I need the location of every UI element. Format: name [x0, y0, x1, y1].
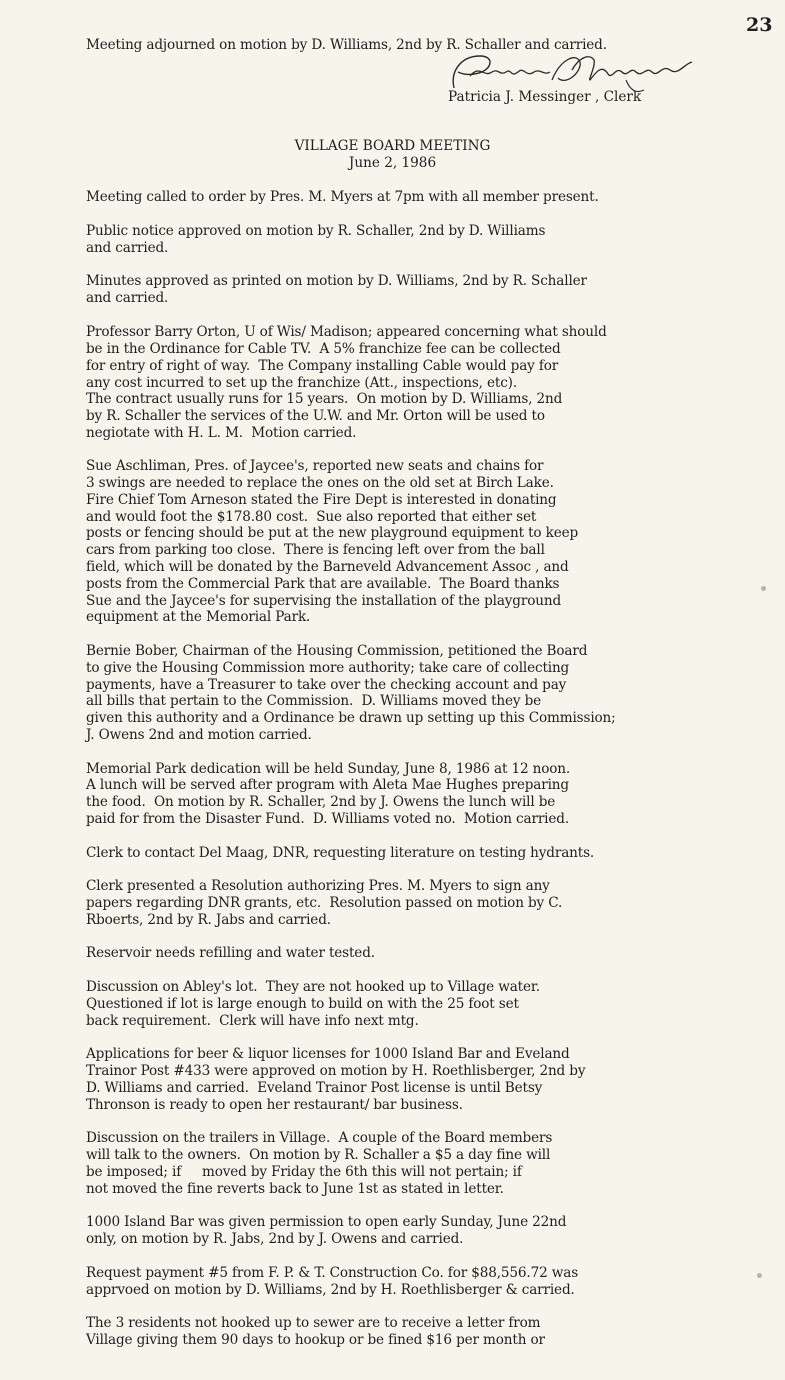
text-line: Public notice approved on motion by R. Schaller, 2nd by D. Williams	[86, 223, 546, 239]
text-line: The 3 residents not hooked up to sewer are to receive a letter from	[86, 1315, 541, 1331]
text-line: Clerk presented a Resolution authorizing Pres. M. Myers to sign any	[86, 878, 550, 894]
text-line: be in the Ordinance for Cable TV. A 5% franchize fee can be collected	[86, 341, 561, 357]
text-line: not moved the fine reverts back to June 1st as stated in letter.	[86, 1181, 504, 1197]
text-line: Minutes approved as printed on motion by D. Williams, 2nd by R. Schaller	[86, 273, 587, 289]
paper-speck	[757, 1273, 762, 1278]
text-line: for entry of right of way. The Company installing Cable would pay for	[86, 358, 559, 374]
text-line: Fire Chief Tom Arneson stated the Fire Dept is interested in donating	[86, 492, 557, 508]
text-line: Memorial Park dedication will be held Sunday, June 8, 1986 at 12 noon.	[86, 761, 571, 777]
meeting-title: VILLAGE BOARD MEETING	[294, 138, 491, 154]
text-line: Reservoir needs refilling and water tested.	[86, 945, 375, 961]
text-line: 1000 Island Bar was given permission to open early Sunday, June 22nd	[86, 1214, 567, 1230]
text-line: posts or fencing should be put at the new playground equipment to keep	[86, 525, 579, 541]
text-line: The contract usually runs for 15 years. On motion by D. Williams, 2nd	[86, 391, 563, 407]
text-line: Trainor Post #433 were approved on motion by H. Roethlisberger, 2nd by	[86, 1063, 586, 1079]
text-line: Rboerts, 2nd by R. Jabs and carried.	[86, 912, 331, 928]
text-line: the food. On motion by R. Schaller, 2nd by J. Owens the lunch will be	[86, 794, 556, 810]
text-line: only, on motion by R. Jabs, 2nd by J. Owens and carried.	[86, 1231, 464, 1247]
text-line: field, which will be donated by the Barneveld Advancement Assoc , and	[86, 559, 569, 575]
text-line: papers regarding DNR grants, etc. Resolution passed on motion by C.	[86, 895, 563, 911]
text-line: cars from parking too close. There is fencing left over from the ball	[86, 542, 545, 558]
text-line: Professor Barry Orton, U of Wis/ Madison; appeared concerning what should	[86, 324, 607, 340]
text-line: posts from the Commercial Park that are available. The Board thanks	[86, 576, 560, 592]
text-line: payments, have a Treasurer to take over the checking account and pay	[86, 677, 567, 693]
text-line: Applications for beer & liquor licenses for 1000 Island Bar and Eveland	[86, 1046, 570, 1062]
text-line: and carried.	[86, 290, 169, 306]
text-line: Sue and the Jaycee's for supervising the installation of the playground	[86, 593, 562, 609]
text-line: Meeting called to order by Pres. M. Myers at 7pm with all member present.	[86, 189, 599, 205]
text-line: be imposed; if moved by Friday the 6th this will not pertain; if	[86, 1164, 522, 1180]
text-line: Sue Aschliman, Pres. of Jaycee's, reported new seats and chains for	[86, 458, 544, 474]
text-line: D. Williams and carried. Eveland Trainor Post license is until Betsy	[86, 1080, 543, 1096]
text-line: negiotate with H. L. M. Motion carried.	[86, 425, 357, 441]
text-line: to give the Housing Commission more authority; take care of collecting	[86, 660, 570, 676]
text-line: Request payment #5 from F. P. & T. Construction Co. for $88,556.72 was	[86, 1265, 579, 1281]
text-line: and carried.	[86, 240, 169, 256]
adjournment-line: Meeting adjourned on motion by D. Williams, 2nd by R. Schaller and carried.	[86, 37, 607, 53]
page-number: 23	[746, 14, 773, 36]
text-line: any cost incurred to set up the franchize (Att., inspections, etc).	[86, 375, 517, 391]
text-line: Discussion on the trailers in Village. A couple of the Board members	[86, 1130, 553, 1146]
text-line: back requirement. Clerk will have info next mtg.	[86, 1013, 419, 1029]
text-line: Questioned if lot is large enough to build on with the 25 foot set	[86, 996, 519, 1012]
text-line: given this authority and a Ordinance be drawn up setting up this Commission;	[86, 710, 616, 726]
meeting-date: June 2, 1986	[348, 155, 437, 171]
signature-line: Patricia J. Messinger , Clerk	[448, 89, 642, 105]
text-line: equipment at the Memorial Park.	[86, 609, 311, 625]
text-line: Bernie Bober, Chairman of the Housing Commission, petitioned the Board	[86, 643, 588, 659]
text-line: by R. Schaller the services of the U.W. and Mr. Orton will be used to	[86, 408, 545, 424]
text-line: J. Owens 2nd and motion carried.	[86, 727, 312, 743]
text-line: Discussion on Abley's lot. They are not hooked up to Village water.	[86, 979, 540, 995]
text-line: 3 swings are needed to replace the ones on the old set at Birch Lake.	[86, 475, 554, 491]
text-line: all bills that pertain to the Commission. D. Williams moved they be	[86, 693, 542, 709]
text-line: and would foot the $178.80 cost. Sue also reported that either set	[86, 509, 537, 525]
text-line: will talk to the owners. On motion by R. Schaller a $5 a day fine will	[86, 1147, 551, 1163]
paper-speck	[761, 586, 766, 591]
text-line: A lunch will be served after program with Aleta Mae Hughes preparing	[86, 777, 569, 793]
text-line: Thronson is ready to open her restaurant/ bar business.	[86, 1097, 463, 1113]
text-line: paid for from the Disaster Fund. D. Williams voted no. Motion carried.	[86, 811, 569, 827]
text-line: Village giving them 90 days to hookup or be fined $16 per month or	[86, 1332, 545, 1348]
text-line: Clerk to contact Del Maag, DNR, requesting literature on testing hydrants.	[86, 845, 595, 861]
text-line: apprvoed on motion by D. Williams, 2nd by H. Roethlisberger & carried.	[86, 1282, 575, 1298]
